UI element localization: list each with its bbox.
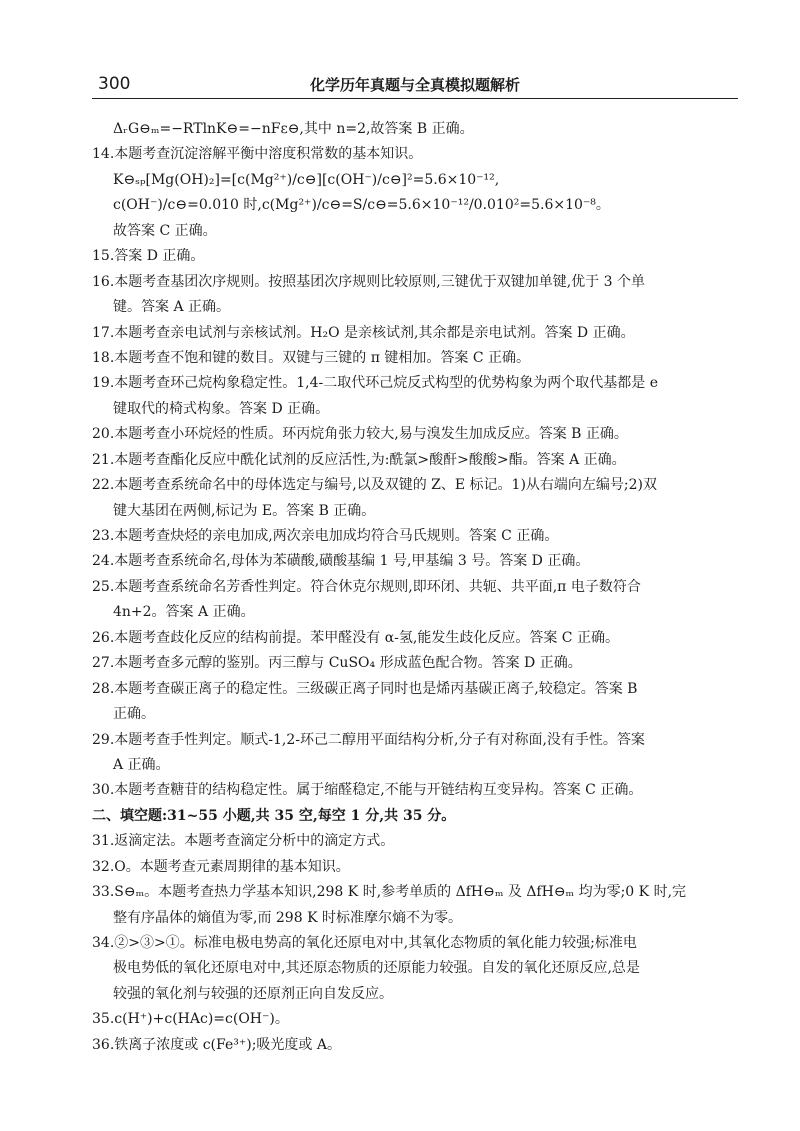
text-line: 35.c(H⁺)+c(HAc)=c(OH⁻)。 (92, 1011, 289, 1028)
answer-body (92, 118, 744, 1059)
running-title: 化学历年真题与全真模拟题解析 (309, 76, 520, 94)
text-line: 33.S⊖ₘ。本题考查热力学基本知识,298 K 时,参考单质的 ΔfH⊖ₘ 及 ΔfH⊖ₘ 均为零;0 K 时,完 (92, 884, 687, 901)
text-line: 故答案 C 正确。 (113, 222, 217, 239)
text-line: 19.本题考查环己烷构象稳定性。1,4-二取代环己烷反式构型的优势构象为两个取代基都是 e (92, 375, 658, 392)
text-line: 20.本题考查小环烷烃的性质。环丙烷角张力较大,易与溴发生加成反应。答案 B 正确。 (92, 426, 628, 443)
text-line: 21.本题考查酯化反应中酰化试剂的反应活性,为:酰氯>酸酐>酸酸>酯。答案 A 正确。 (92, 451, 626, 468)
text-line: 27.本题考查多元醇的鉴别。丙三醇与 CuSO₄ 形成蓝色配合物。答案 D 正确。 (92, 655, 582, 672)
text-line: 键。答案 A 正确。 (113, 299, 231, 316)
page-header (92, 72, 738, 100)
header-rule (92, 98, 738, 99)
text-line: 24.本题考查系统命名,母体为苯磺酸,磺酸基编 1 号,甲基编 3 号。答案 D 正确。 (92, 553, 590, 570)
text-line: 29.本题考查手性判定。顺式-1,2-环己二醇用平面结构分析,分子有对称面,没有手性。答案 (92, 731, 645, 748)
text-line: 极电势低的氧化还原电对中,其还原态物质的还原能力较强。自发的氧化还原反应,总是 (113, 960, 640, 977)
text-line: 4n+2。答案 A 正确。 (113, 604, 255, 621)
text-line: 30.本题考查糖苷的结构稳定性。属于缩醛稳定,不能与开链结构互变异构。答案 C 正确。 (92, 782, 643, 799)
text-line: K⊖ₛₚ[Mg(OH)₂]=[c(Mg²⁺)/c⊖][c(OH⁻)/c⊖]²=5.6×10⁻¹², (113, 171, 500, 188)
text-line: 18.本题考查不饱和键的数目。双键与三键的 π 键相加。答案 C 正确。 (92, 349, 530, 366)
text-line: 34.②>③>①。标准电极电势高的氧化还原电对中,其氧化态物质的氧化能力较强;标准电 (92, 935, 637, 951)
text-line: 15.答案 D 正确。 (92, 248, 205, 265)
text-line: 36.铁离子浓度或 c(Fe³⁺);吸光度或 A。 (92, 1036, 341, 1053)
page-number: 300 (98, 74, 131, 94)
text-line: 32.O。本题考查元素周期律的基本知识。 (92, 858, 350, 875)
text-line: 25.本题考查系统命名芳香性判定。符合休克尔规则,即环闭、共轭、共平面,π 电子数符合 (92, 578, 641, 595)
text-line: 14.本题考查沉淀溶解平衡中溶度积常数的基本知识。 (92, 146, 423, 163)
text-line: 较强的氧化剂与较强的还原剂正向自发反应。 (113, 985, 393, 1002)
text-line: 整有序晶体的熵值为零,而 298 K 时标准摩尔熵不为零。 (113, 909, 462, 926)
text-line: ΔᵣG⊖ₘ=−RTlnK⊖=−nFε⊖,其中 n=2,故答案 B 正确。 (113, 121, 474, 137)
text-line: 23.本题考查炔烃的亲电加成,两次亲电加成均符合马氏规则。答案 C 正确。 (92, 528, 559, 544)
text-line: 17.本题考查亲电试剂与亲核试剂。H₂O 是亲核试剂,其余都是亲电试剂。答案 D 正确。 (92, 324, 635, 341)
text-line: c(OH⁻)/c⊖=0.010 时,c(Mg²⁺)/c⊖=S/c⊖=5.6×10⁻¹²/0.010²=5.6×10⁻⁸。 (113, 197, 610, 214)
text-line: 28.本题考查碳正离子的稳定性。三级碳正离子同时也是烯丙基碳正离子,较稳定。答案 B (92, 680, 638, 697)
text-line: 26.本题考查歧化反应的结构前提。苯甲醛没有 α-氢,能发生歧化反应。答案 C 正确。 (92, 629, 619, 646)
section-heading: 二、填空题:31~55 小题,共 35 空,每空 1 分,共 35 分。 (92, 807, 456, 824)
text-line: 正确。 (113, 706, 155, 723)
text-line: 键取代的椅式构象。答案 D 正确。 (113, 400, 330, 417)
text-line: A 正确。 (113, 756, 170, 773)
text-line: 31.返滴定法。本题考查滴定分析中的滴定方式。 (92, 833, 395, 850)
text-line: 22.本题考查系统命名中的母体选定与编号,以及双键的 Z、E 标记。1)从右端向左编号;2)双 (92, 477, 658, 494)
text-line: 16.本题考查基团次序规则。按照基团次序规则比较原则,三键优于双键加单键,优于 3 个单 (92, 273, 645, 290)
text-line: 键大基团在两侧,标记为 E。答案 B 正确。 (113, 502, 376, 519)
